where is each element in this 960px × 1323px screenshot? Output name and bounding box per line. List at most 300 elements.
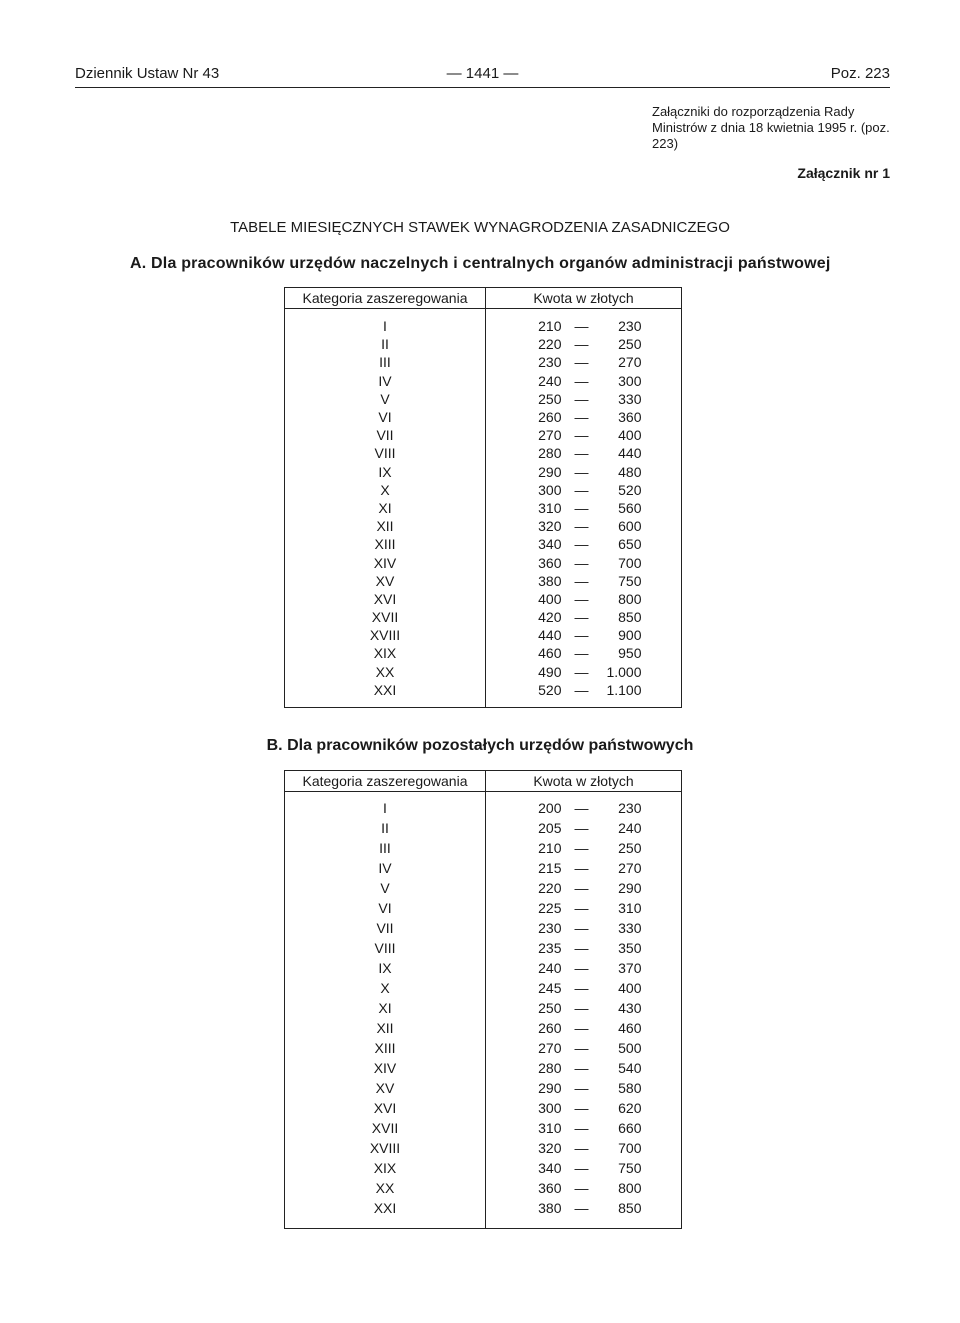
range-separator: — xyxy=(574,919,589,936)
amount-cell xyxy=(486,390,682,408)
table-row xyxy=(285,858,682,878)
category-cell: V xyxy=(285,390,486,408)
amount-to: 230 xyxy=(618,318,642,335)
amount-cell xyxy=(486,792,682,819)
amount-to: 290 xyxy=(618,879,642,896)
amount-cell xyxy=(486,1138,682,1158)
amount-to: 430 xyxy=(618,999,642,1016)
table-row xyxy=(285,309,682,336)
amount-range xyxy=(526,879,642,898)
amount-from: 235 xyxy=(538,939,562,956)
amount-cell xyxy=(486,408,682,426)
category-cell: II xyxy=(285,335,486,353)
category-cell: VIII xyxy=(285,938,486,958)
amount-cell xyxy=(486,1178,682,1198)
amount-from: 300 xyxy=(538,1099,562,1116)
amount-cell xyxy=(486,858,682,878)
table-row xyxy=(285,1178,682,1198)
amount-to: 1.100 xyxy=(606,681,642,698)
amount-to: 270 xyxy=(618,354,642,371)
amount-from: 340 xyxy=(538,1159,562,1176)
page-header xyxy=(75,65,890,87)
table-row xyxy=(285,481,682,499)
amount-range xyxy=(526,1019,642,1038)
amount-to: 1.000 xyxy=(606,663,642,680)
range-separator: — xyxy=(574,609,589,626)
table-row xyxy=(285,572,682,590)
table-row xyxy=(285,958,682,978)
amount-cell xyxy=(486,918,682,938)
amount-to: 520 xyxy=(618,481,642,498)
amount-range xyxy=(526,572,642,590)
range-separator: — xyxy=(574,663,589,680)
amount-cell xyxy=(486,499,682,517)
amount-from: 340 xyxy=(538,536,562,553)
table-row xyxy=(285,818,682,838)
category-cell: XIII xyxy=(285,1038,486,1058)
amount-cell xyxy=(486,572,682,590)
range-separator: — xyxy=(574,390,589,407)
range-separator: — xyxy=(574,1199,589,1216)
range-separator: — xyxy=(574,427,589,444)
amount-to: 660 xyxy=(618,1119,642,1136)
category-cell: XIV xyxy=(285,1058,486,1078)
amount-to: 240 xyxy=(618,819,642,836)
table-row xyxy=(285,1058,682,1078)
range-separator: — xyxy=(574,681,589,698)
category-cell: XVI xyxy=(285,590,486,608)
category-cell: XX xyxy=(285,663,486,681)
table-row xyxy=(285,1138,682,1158)
amount-from: 320 xyxy=(538,518,562,535)
range-separator: — xyxy=(574,536,589,553)
amount-cell xyxy=(486,463,682,481)
amount-from: 205 xyxy=(538,819,562,836)
category-cell: XIX xyxy=(285,644,486,662)
column-header-category: Kategoria zaszeregowania xyxy=(285,288,486,309)
range-separator: — xyxy=(574,799,589,816)
category-cell: X xyxy=(285,481,486,499)
category-cell: XIX xyxy=(285,1158,486,1178)
amount-to: 950 xyxy=(618,645,642,662)
amount-range xyxy=(526,626,642,644)
range-separator: — xyxy=(574,572,589,589)
range-separator: — xyxy=(574,590,589,607)
document-title: TABELE MIESIĘCZNYCH STAWEK WYNAGRODZENIA ZASADNICZEGO xyxy=(230,219,730,236)
range-separator: — xyxy=(574,645,589,662)
table-row xyxy=(285,938,682,958)
amount-cell xyxy=(486,838,682,858)
amount-from: 215 xyxy=(538,859,562,876)
range-separator: — xyxy=(574,336,589,353)
category-cell: II xyxy=(285,818,486,838)
amount-range xyxy=(526,481,642,499)
category-cell: IX xyxy=(285,958,486,978)
amount-cell xyxy=(486,590,682,608)
amount-cell xyxy=(486,1018,682,1038)
amount-range xyxy=(526,372,642,390)
range-separator: — xyxy=(574,1059,589,1076)
range-separator: — xyxy=(574,899,589,916)
amount-range xyxy=(526,1199,642,1218)
amount-to: 900 xyxy=(618,627,642,644)
amount-to: 500 xyxy=(618,1039,642,1056)
table-row xyxy=(285,681,682,708)
range-separator: — xyxy=(574,499,589,516)
amount-from: 380 xyxy=(538,572,562,589)
table-row xyxy=(285,408,682,426)
amount-cell xyxy=(486,309,682,336)
amount-cell xyxy=(486,978,682,998)
amount-to: 850 xyxy=(618,1199,642,1216)
category-cell: XI xyxy=(285,499,486,517)
range-separator: — xyxy=(574,627,589,644)
amount-to: 360 xyxy=(618,409,642,426)
amount-from: 310 xyxy=(538,499,562,516)
amount-range xyxy=(526,590,642,608)
amount-to: 460 xyxy=(618,1019,642,1036)
amount-from: 400 xyxy=(538,590,562,607)
amount-range xyxy=(526,819,642,838)
amount-from: 310 xyxy=(538,1119,562,1136)
amount-to: 400 xyxy=(618,979,642,996)
table-row xyxy=(285,978,682,998)
amount-range xyxy=(526,426,642,444)
amount-range xyxy=(526,799,642,818)
amount-range xyxy=(526,554,642,572)
range-separator: — xyxy=(574,979,589,996)
amount-to: 480 xyxy=(618,463,642,480)
amount-range xyxy=(526,1079,642,1098)
amount-cell xyxy=(486,681,682,708)
category-cell: XIV xyxy=(285,553,486,571)
range-separator: — xyxy=(574,354,589,371)
category-cell: XVIII xyxy=(285,1138,486,1158)
amount-range xyxy=(526,959,642,978)
section-b-heading: B. Dla pracowników pozostałych urzędów państwowych xyxy=(266,737,694,754)
amount-from: 230 xyxy=(538,354,562,371)
amount-to: 270 xyxy=(618,859,642,876)
amount-to: 850 xyxy=(618,609,642,626)
column-header-amount: Kwota w złotych xyxy=(486,288,682,309)
amount-to: 230 xyxy=(618,799,642,816)
table-row xyxy=(285,553,682,571)
table-row xyxy=(285,517,682,535)
amount-cell xyxy=(486,938,682,958)
amount-cell xyxy=(486,1118,682,1138)
category-cell: III xyxy=(285,353,486,371)
amount-to: 310 xyxy=(618,899,642,916)
category-cell: XVII xyxy=(285,1118,486,1138)
amount-range xyxy=(526,390,642,408)
category-cell: XXI xyxy=(285,1198,486,1229)
table-row xyxy=(285,390,682,408)
amount-cell xyxy=(486,1158,682,1178)
table-row xyxy=(285,1198,682,1229)
category-cell: XI xyxy=(285,998,486,1018)
range-separator: — xyxy=(574,409,589,426)
category-cell: VIII xyxy=(285,444,486,462)
table-row xyxy=(285,644,682,662)
range-separator: — xyxy=(574,999,589,1016)
amount-cell xyxy=(486,517,682,535)
amount-range xyxy=(526,1159,642,1178)
range-separator: — xyxy=(574,839,589,856)
amount-range xyxy=(526,899,642,918)
range-separator: — xyxy=(574,1119,589,1136)
amount-from: 210 xyxy=(538,318,562,335)
amount-to: 250 xyxy=(618,336,642,353)
amount-range xyxy=(526,608,642,626)
amount-range xyxy=(526,517,642,535)
amount-cell xyxy=(486,1198,682,1229)
table-row xyxy=(285,663,682,681)
table-row xyxy=(285,1158,682,1178)
amount-cell xyxy=(486,335,682,353)
amount-cell xyxy=(486,878,682,898)
amount-from: 240 xyxy=(538,372,562,389)
table-row xyxy=(285,608,682,626)
amount-range xyxy=(526,335,642,353)
table-row xyxy=(285,838,682,858)
amount-cell xyxy=(486,626,682,644)
amount-from: 260 xyxy=(538,409,562,426)
table-row xyxy=(285,626,682,644)
amount-range xyxy=(526,1039,642,1058)
amount-to: 620 xyxy=(618,1099,642,1116)
amount-from: 250 xyxy=(538,999,562,1016)
category-cell: I xyxy=(285,309,486,336)
amount-range xyxy=(526,499,642,517)
amount-range xyxy=(526,317,642,335)
amount-range xyxy=(526,1119,642,1138)
amount-range xyxy=(526,353,642,371)
category-cell: VI xyxy=(285,408,486,426)
range-separator: — xyxy=(574,1139,589,1156)
amount-cell xyxy=(486,1038,682,1058)
amount-cell xyxy=(486,644,682,662)
amount-to: 330 xyxy=(618,390,642,407)
amount-cell xyxy=(486,481,682,499)
range-separator: — xyxy=(574,1159,589,1176)
amount-from: 290 xyxy=(538,463,562,480)
range-separator: — xyxy=(574,481,589,498)
category-cell: XXI xyxy=(285,681,486,708)
amount-from: 320 xyxy=(538,1139,562,1156)
category-cell: XX xyxy=(285,1178,486,1198)
category-cell: VII xyxy=(285,918,486,938)
amount-range xyxy=(526,1179,642,1198)
category-cell: IV xyxy=(285,858,486,878)
amount-to: 300 xyxy=(618,372,642,389)
category-cell: X xyxy=(285,978,486,998)
amount-range xyxy=(526,859,642,878)
amount-from: 230 xyxy=(538,919,562,936)
column-header-category: Kategoria zaszeregowania xyxy=(285,771,486,792)
category-cell: XV xyxy=(285,572,486,590)
amount-range xyxy=(526,979,642,998)
amount-from: 520 xyxy=(538,681,562,698)
amount-cell xyxy=(486,998,682,1018)
category-cell: XVII xyxy=(285,608,486,626)
amount-cell xyxy=(486,608,682,626)
amount-from: 460 xyxy=(538,645,562,662)
table-row xyxy=(285,792,682,819)
amount-from: 200 xyxy=(538,799,562,816)
table-row xyxy=(285,463,682,481)
table-row xyxy=(285,898,682,918)
amount-from: 290 xyxy=(538,1079,562,1096)
amount-range xyxy=(526,919,642,938)
amount-range xyxy=(526,1059,642,1078)
amount-to: 650 xyxy=(618,536,642,553)
table-row xyxy=(285,535,682,553)
amount-range xyxy=(526,408,642,426)
range-separator: — xyxy=(574,1079,589,1096)
table-b-body xyxy=(285,792,682,1229)
amount-range xyxy=(526,644,642,662)
category-cell: I xyxy=(285,792,486,819)
table-row xyxy=(285,1018,682,1038)
amount-cell xyxy=(486,1098,682,1118)
amount-to: 540 xyxy=(618,1059,642,1076)
amount-to: 800 xyxy=(618,590,642,607)
category-cell: V xyxy=(285,878,486,898)
category-cell: XVIII xyxy=(285,626,486,644)
header-rule xyxy=(75,87,890,88)
range-separator: — xyxy=(574,819,589,836)
table-row xyxy=(285,918,682,938)
amount-from: 380 xyxy=(538,1199,562,1216)
table-a-body xyxy=(285,309,682,708)
amount-from: 420 xyxy=(538,609,562,626)
table-row xyxy=(285,878,682,898)
attachment-note: Załączniki do rozporządzenia Rady Ministrów z dnia 18 kwietnia 1995 r. (poz. 223) xyxy=(652,104,890,151)
amount-to: 370 xyxy=(618,959,642,976)
amount-to: 400 xyxy=(618,427,642,444)
range-separator: — xyxy=(574,1019,589,1036)
amount-to: 750 xyxy=(618,1159,642,1176)
range-separator: — xyxy=(574,372,589,389)
amount-to: 800 xyxy=(618,1179,642,1196)
position-number: Poz. 223 xyxy=(830,65,890,82)
range-separator: — xyxy=(574,1099,589,1116)
table-row xyxy=(285,1038,682,1058)
amount-from: 250 xyxy=(538,390,562,407)
amount-cell xyxy=(486,553,682,571)
amount-from: 300 xyxy=(538,481,562,498)
amount-from: 270 xyxy=(538,427,562,444)
table-row xyxy=(285,998,682,1018)
amount-from: 490 xyxy=(538,663,562,680)
table-row xyxy=(285,590,682,608)
range-separator: — xyxy=(574,1039,589,1056)
amount-to: 580 xyxy=(618,1079,642,1096)
column-header-amount: Kwota w złotych xyxy=(486,771,682,792)
range-separator: — xyxy=(574,879,589,896)
amount-range xyxy=(526,999,642,1018)
table-row xyxy=(285,353,682,371)
page-number: — 1441 — xyxy=(446,65,519,82)
amount-to: 750 xyxy=(618,572,642,589)
amount-cell xyxy=(486,1058,682,1078)
amount-from: 220 xyxy=(538,879,562,896)
range-separator: — xyxy=(574,463,589,480)
salary-table-b xyxy=(284,770,682,1229)
category-cell: XIII xyxy=(285,535,486,553)
section-a-heading: A. Dla pracowników urzędów naczelnych i centralnych organów administracji państwowej xyxy=(130,255,831,272)
table-row xyxy=(285,444,682,462)
amount-cell xyxy=(486,1078,682,1098)
journal-name: Dziennik Ustaw Nr 43 xyxy=(75,65,220,82)
amount-from: 220 xyxy=(538,336,562,353)
amount-range xyxy=(526,663,642,681)
amount-from: 210 xyxy=(538,839,562,856)
category-cell: XVI xyxy=(285,1098,486,1118)
table-row xyxy=(285,335,682,353)
amount-cell xyxy=(486,958,682,978)
category-cell: IX xyxy=(285,463,486,481)
table-row xyxy=(285,1078,682,1098)
category-cell: VI xyxy=(285,898,486,918)
table-row xyxy=(285,499,682,517)
amount-from: 240 xyxy=(538,959,562,976)
amount-to: 700 xyxy=(618,554,642,571)
amount-from: 360 xyxy=(538,554,562,571)
amount-cell xyxy=(486,818,682,838)
range-separator: — xyxy=(574,554,589,571)
amount-cell xyxy=(486,898,682,918)
category-cell: XII xyxy=(285,517,486,535)
amount-to: 560 xyxy=(618,499,642,516)
category-cell: III xyxy=(285,838,486,858)
amount-from: 225 xyxy=(538,899,562,916)
amount-to: 350 xyxy=(618,939,642,956)
amount-from: 440 xyxy=(538,627,562,644)
amount-range xyxy=(526,1139,642,1158)
amount-cell xyxy=(486,663,682,681)
amount-range xyxy=(526,1099,642,1118)
range-separator: — xyxy=(574,445,589,462)
amount-range xyxy=(526,535,642,553)
amount-to: 600 xyxy=(618,518,642,535)
range-separator: — xyxy=(574,939,589,956)
category-cell: XII xyxy=(285,1018,486,1038)
amount-from: 270 xyxy=(538,1039,562,1056)
amount-from: 280 xyxy=(538,445,562,462)
amount-from: 280 xyxy=(538,1059,562,1076)
table-row xyxy=(285,372,682,390)
range-separator: — xyxy=(574,318,589,335)
category-cell: IV xyxy=(285,372,486,390)
amount-from: 360 xyxy=(538,1179,562,1196)
amount-to: 440 xyxy=(618,445,642,462)
amount-to: 250 xyxy=(618,839,642,856)
amount-range xyxy=(526,444,642,462)
table-row xyxy=(285,1118,682,1138)
range-separator: — xyxy=(574,959,589,976)
amount-range xyxy=(526,463,642,481)
amount-cell xyxy=(486,426,682,444)
table-row xyxy=(285,1098,682,1118)
amount-from: 245 xyxy=(538,979,562,996)
amount-range xyxy=(526,939,642,958)
amount-range xyxy=(526,839,642,858)
amount-cell xyxy=(486,535,682,553)
salary-table-a xyxy=(284,287,682,708)
amount-from: 260 xyxy=(538,1019,562,1036)
range-separator: — xyxy=(574,1179,589,1196)
